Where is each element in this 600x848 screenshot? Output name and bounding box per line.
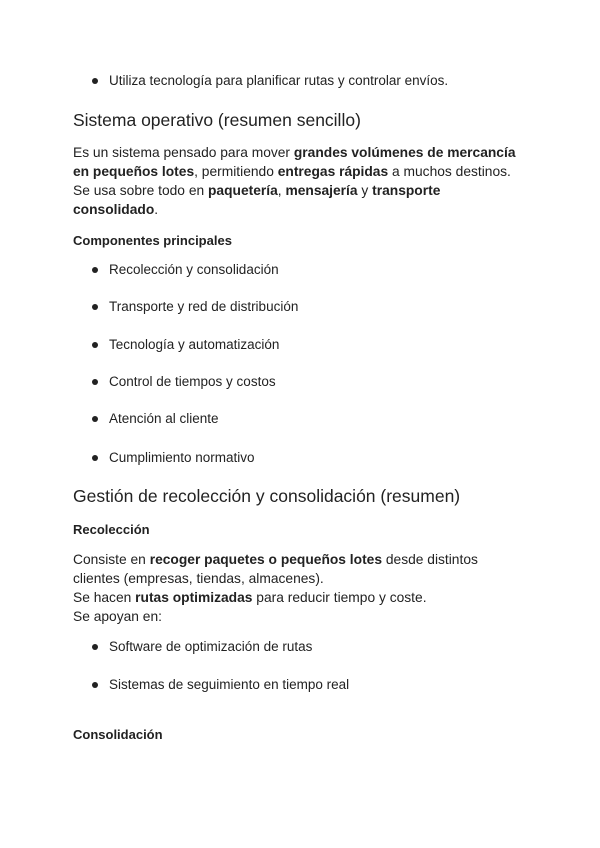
bullet-icon [92, 379, 98, 385]
list-item-text: Sistemas de seguimiento en tiempo real [109, 677, 350, 692]
paragraph: Consiste en recoger paquetes o pequeños lotes desde distintos clientes (empresas, tiendas, almacenes). Se hacen rutas optimizadas para reducir tiempo y coste. Se apoyan en: [73, 552, 478, 624]
subsection-heading: Consolidación [73, 727, 163, 742]
bullet-icon [92, 455, 98, 461]
section-title: Gestión de recolección y consolidación (resumen) [73, 486, 461, 506]
subsection-heading: Recolección [73, 522, 150, 537]
bullet-icon [92, 416, 98, 422]
subsection-heading: Componentes principales [73, 233, 232, 248]
section-title: Sistema operativo (resumen sencillo) [73, 110, 361, 130]
list-item-text: Utiliza tecnología para planificar rutas y controlar envíos. [109, 73, 449, 88]
list-item-text: Recolección y consolidación [109, 262, 279, 277]
paragraph: Es un sistema pensado para mover grandes volúmenes de mercancía en pequeños lotes, permitiendo entregas rápidas a muchos destinos. Se usa sobre todo en paquetería, mensajería y transporte consolidado. [73, 145, 516, 217]
bullet-icon [92, 304, 98, 310]
bullet-icon [92, 267, 98, 273]
bullet-icon [92, 342, 98, 348]
list-item-text: Software de optimización de rutas [109, 639, 313, 654]
list-item-text: Cumplimiento normativo [109, 450, 255, 465]
list-item-text: Atención al cliente [109, 411, 219, 426]
bullet-icon [92, 78, 98, 84]
bullet-icon [92, 682, 98, 688]
bullet-icon [92, 644, 98, 650]
list-item-text: Control de tiempos y costos [109, 374, 276, 389]
list-item-text: Transporte y red de distribución [109, 299, 299, 314]
list-item-text: Tecnología y automatización [109, 337, 280, 352]
